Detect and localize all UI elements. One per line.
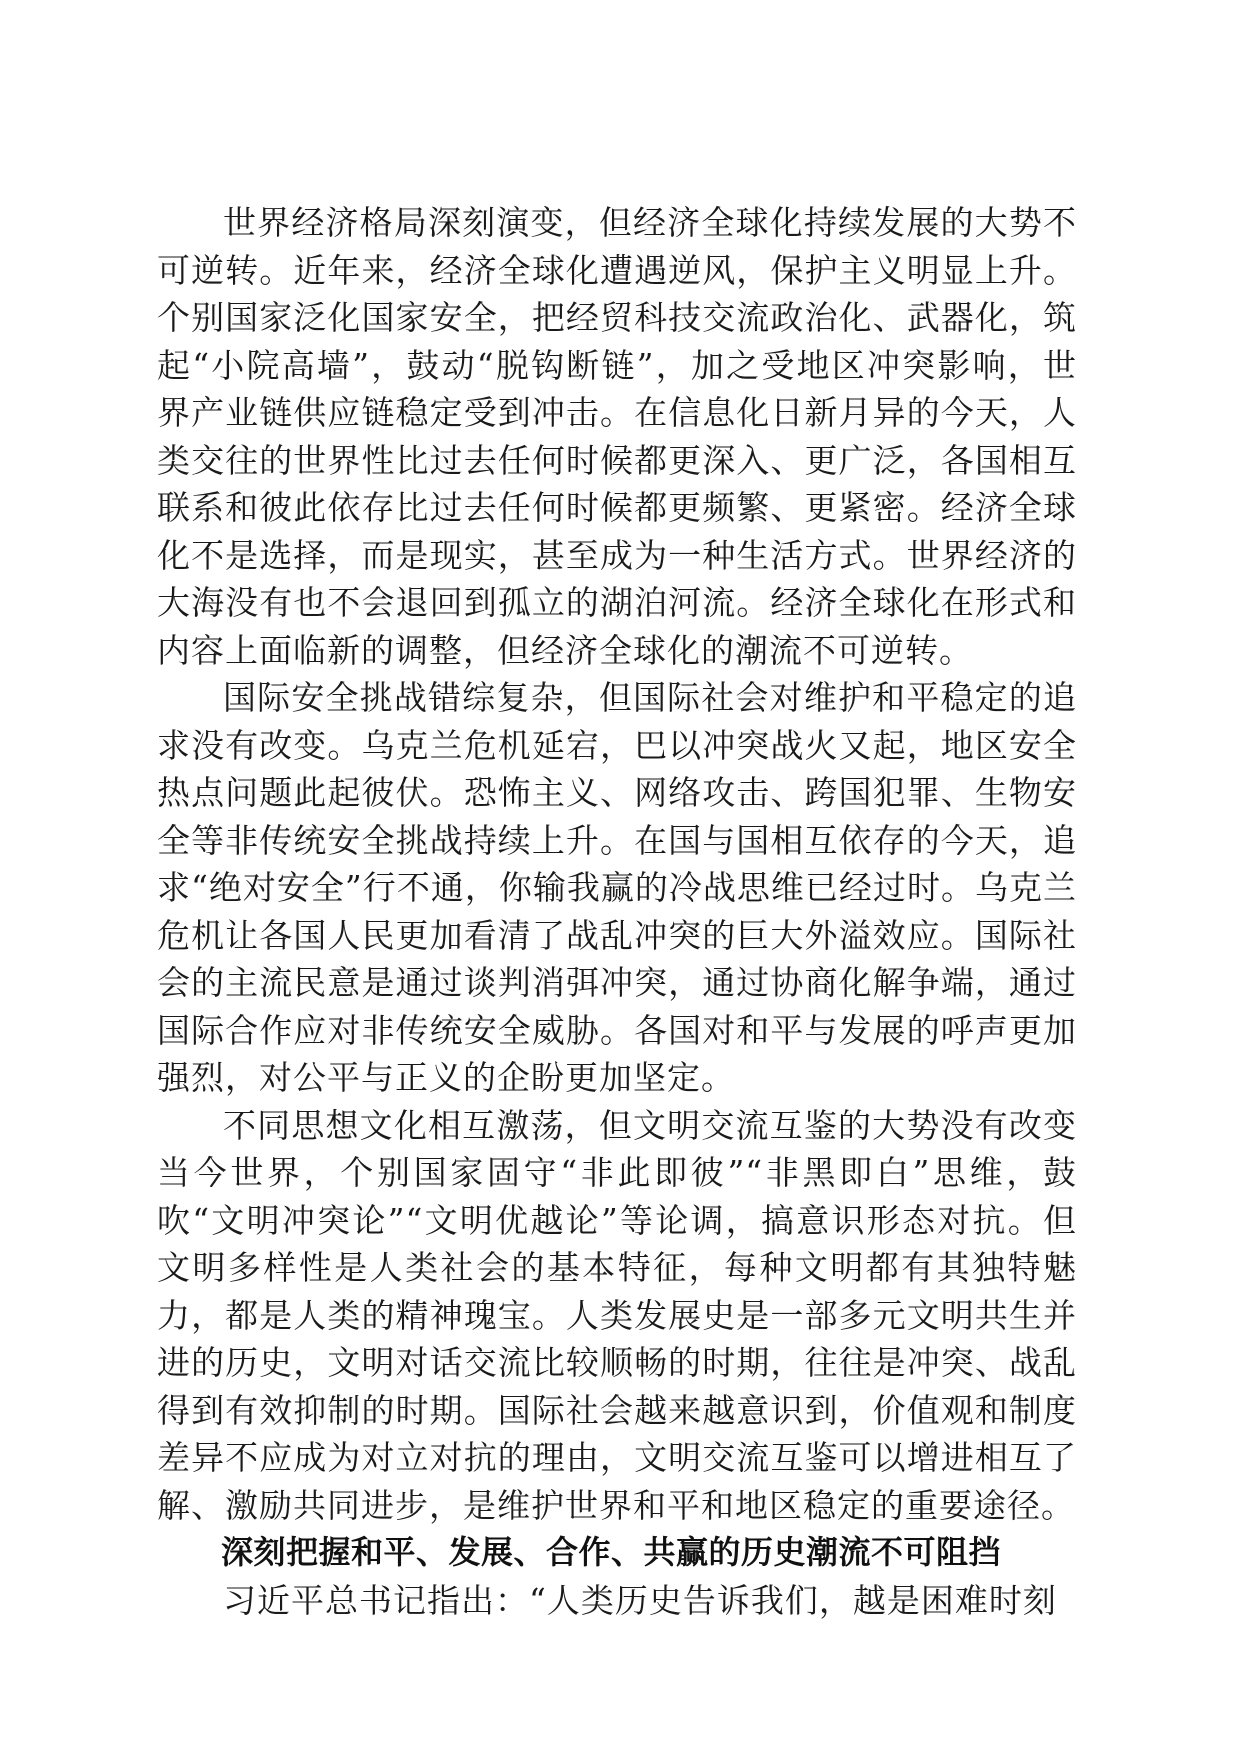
- paragraph-civilization-exchange: 不同思想文化相互激荡，但文明交流互鉴的大势没有改变当今世界，个别国家固守“非此即彼”“非黑即白”思维，鼓吹“文明冲突论”“文明优越论”等论调，搞意识形态对抗。但文明多样性是人类社会的基本特征，每种文明都有其独特魅力，都是人类的精神瑰宝。人类发展史是一部多元文明共生并进的历史，文明对话交流比较顺畅的时期，往往是冲突、战乱得到有效抑制的时期。国际社会越来越意识到，价值观和制度差异不应成为对立对抗的理由，文明交流互鉴可以增进相互了解、激励共同进步，是维护世界和平和地区稳定的重要途径。: [157, 1105, 1077, 1525]
- section-heading: 深刻把握和平、发展、合作、共赢的历史潮流不可阻挡: [221, 1533, 1002, 1571]
- paragraph-economic-globalization: 世界经济格局深刻演变，但经济全球化持续发展的大势不可逆转。近年来，经济全球化遭遇逆风，保护主义明显上升。个别国家泛化国家安全，把经贸科技交流政治化、武器化，筑起“小院高墙”，鼓动“脱钩断链”，加之受地区冲突影响，世界产业链供应链稳定受到冲击。在信息化日新月异的今天，人类交往的世界性比过去任何时候都更深入、更广泛，各国相互联系和彼此依存比过去任何时候都更频繁、更紧密。经济全球化不是选择，而是现实，甚至成为一种生活方式。世界经济的大海没有也不会退回到孤立的湖泊河流。经济全球化在形式和内容上面临新的调整，但经济全球化的潮流不可逆转。: [157, 203, 1077, 670]
- paragraph-international-security: 国际安全挑战错综复杂，但国际社会对维护和平稳定的追求没有改变。乌克兰危机延宕，巴以冲突战火又起，地区安全热点问题此起彼伏。恐怖主义、网络攻击、跨国犯罪、生物安全等非传统安全挑战持续上升。在国与国相互依存的今天，追求“绝对安全”行不通，你输我赢的冷战思维已经过时。乌克兰危机让各国人民更加看清了战乱冲突的巨大外溢效应。国际社会的主流民意是通过谈判消弭冲突，通过协商化解争端，通过国际合作应对非传统安全威胁。各国对和平与发展的呼声更加强烈，对公平与正义的企盼更加坚定。: [157, 678, 1077, 1097]
- paragraph-xi-quote: 习近平总书记指出：“人类历史告诉我们，越是困难时刻: [223, 1580, 1057, 1620]
- document-body: [157, 199, 1077, 1624]
